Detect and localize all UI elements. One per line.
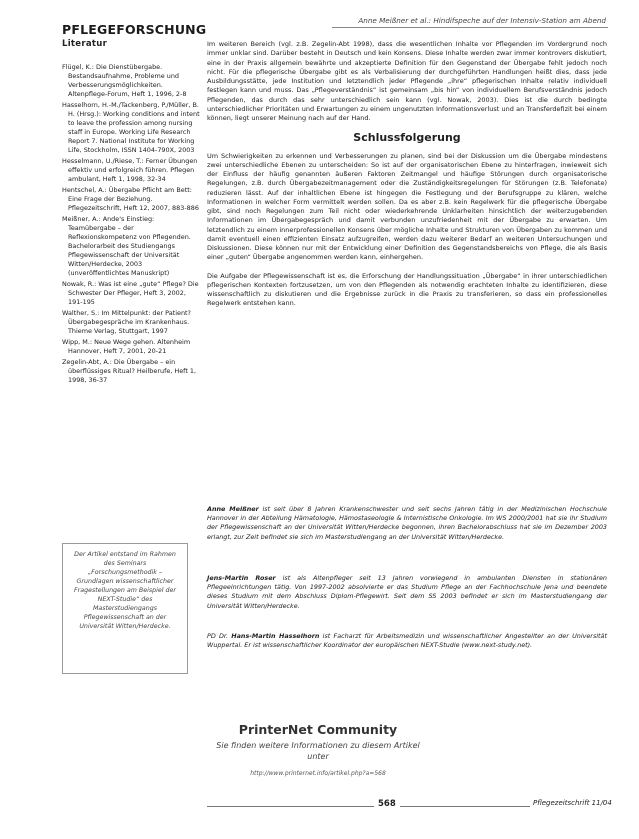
intro-paragraph: Im weiteren Bereich (vgl. z.B. Zegelin-Abt 1998), dass die wesentlichen Inhalte vor Pflegenden im Vordergrund noch immer unklar sind. Darüber besteht in Deutsch und kein Konsens. Diese Inhalte werden zwar immer kontrovers diskutiert, eine in der Praxis allgemein bewährte und akzeptierte Definition für den Gegenstand der Übergabe fehlt jedoch noch nicht. Für die pflegerische Übergabe gibt es als Verbalisierung der durchgeführten Handlungen heißt dies, dass jede Ausbildungsstätte, jede Institution und letztendlich jeder Pflegende „ihre“ pflegerischen Inhalte relativ individuell festlegen kann und muss. Das „Pflegeverständnis“ ist gemeinsam „bis hin“ von individuellem Berufsverständnis jedoch Pflegenden, das durch das sehr unterschiedlich sein kann (vgl. Nowak, 2003). Dies ist die durch bedingte unterschiedlicher Prioritäten und Erwartungen zu einem ungenutzten Informationsverlust und an Transferdefizit bei einem können, liegt unserer Meinung nach auf der Hand. [207,40,607,122]
page-number: 568 [374,799,400,809]
reference-item: Walther, S.: Im Mittelpunkt: der Patient? Übergabegespräche im Krankenhaus. Thieme Verlag, Stuttgart, 1997 [62,309,191,335]
author-name: Anne Meißner [207,505,259,513]
promo-link[interactable]: http://www.printernet.info/artikel.php?a=568 [250,770,386,777]
author-bio-text: ist als Altenpfleger seit 13 Jahren vorwiegend in ambulanten Diensten in stationären Pflegeeinrichtungen tätig. Von 1997-2002 absolvierte er das Studium Pflege an der Fachhochschule Jena und beendete dieses Studium mit dem Abschluss Diplom-Pflegewirt. Seit dem SS 2003 befindet er sich im Masterstudiengang der Universität Witten/Herdecke. [207,574,607,610]
author-name: Jens-Martin Roser [207,574,276,582]
author-bio [207,505,607,542]
author-name: Hans-Martin Hasselhorn [231,632,320,640]
section-heading: Schlussfolgerung [353,131,461,145]
author-bio-text: ist Facharzt für Arbeitsmedizin und wissenschaftlicher Angestellter an der Universität Wuppertal. Er ist wissenschaftlicher Koordinator der europäischen NEXT-Studie (www.next-study.net). [207,632,607,650]
running-title: Anne Meißner et al.: Hindifspeche auf der Intensiv-Station am Abend [358,16,606,25]
references-heading: Literatur [62,39,108,49]
reference-item: Wipp, M.: Neue Wege gehen. Altenheim Hannover, Heft 7, 2001, 20-21 [62,338,191,355]
promo-title: PrinterNet Community [238,722,398,737]
conclusion-paragraph: Um Schwierigkeiten zu erkennen und Verbesserungen zu planen, sind bei der Diskussion um die Übergabe mindestens zwei unterschiedliche Ebenen zu unterscheiden: So ist auf der organisatorischen Ebene zu hinterfragen, inwieweit sich der Einfluss der häufig genannten äußeren Faktoren Zeitmangel und häufige Störungen durch organisatorische Regelungen, z.B. durch Übergabezeitmanagement oder die Zuständigkeitsregelungen für Störungen (z.B. Telefonate) reduzieren lässt. Auf der inhaltlichen Ebene ist hingegen die Festlegung und der Berufsgruppe zu klären, welche Informationen in welcher Form vermittelt werden sollen. Da es aber z.B. kein Regelwerk für die pflegerische Übergabe gibt, sind noch Regelungen zum Teil nicht oder wiederkehrende Unklarheiten hinsichtlich der weiterzugebenden Informationen im Übergabegespräch und damit verbunden unzufriedenheit mit der Übergabe zu erwarten. Um letztendlich zu einem innerprofessionellen Konsens über mögliche Inhalte und Strukturen von Übergaben zu kommen und damit eventuell einen effizienten Einsatz aufzugreifen, werden dazu weiterer Bedarf an weiteren Untersuchungen und Diskussionen. Diese können nur mit der Entwicklung einer Definition des Gegenstandsbereichs von Pflege, die als Basis einer „guten“ Übergabe angenommen werden kann, einhergehen. [207,151,607,262]
author-bio-text: ist seit über 8 Jahren Krankenschwester und seit sechs Jahren tätig in der Medizinischen Hochschule Hannover in der Abteilung Hämatologie, Hämostaseologie & Internistische Onkologie. Im WS 2000/2001 hat sie ihr Studium der Pflegewissenschaft an der Universität Witten/Herdecke begonnen, ihren Bachelorabschluss hat sie im Dezember 2003 erlangt, zur Zeit befindet sie sich im Masterstudiengang an der Universität Witten/Herdecke. [207,505,607,541]
reference-item: Hesselmann, U./Riese, T.: Ferner Übungen effektiv und erfolgreich führen. Pflegen ambulant, Heft 1, 1998, 32-34 [62,157,198,183]
author-bio [207,632,607,650]
reference-item: Zegelin-Abt, A.: Die Übergabe – ein überflüssiges Ritual? Heilberufe, Heft 1, 1998, 36-37 [62,358,197,384]
footer-journal: Pflegezeitschrift 11/04 [530,799,615,807]
reference-item: Meißner, A.: Ande's Einstieg: Teamübergabe – der Reflexionskompetenz von Pflegenden. Bachelorarbeit des Studiengangs Pflegewissenschaft der Universität Witten/Herdecke, 2003 (unveröffentlichtes Manuskript) [62,215,191,277]
promo-subtitle: Sie finden weitere Informationen zu diesem Artikel unter [216,741,420,761]
reference-item: Hasselhorn, H.-M./Tackenberg, P./Müller, B. H. (Hrsg.): Working conditions and intent to leave the profession among nursing staff in Europe. Working Life Research Report 7. National Institute for Working Life, Stockholm, ISSN 1404-790X, 2003 [62,101,200,154]
printernet-promo [207,722,429,777]
reference-item: Nowak, R.: Was ist eine „gute“ Pflege? Die Schwester Der Pfleger, Heft 3, 2002, 191-195 [62,280,199,306]
journal-logo: PFLEGEFORSCHUNG [62,22,207,37]
author-title: PD Dr. [207,632,229,640]
references-sidebar [62,40,200,387]
conclusion-paragraph: Die Aufgabe der Pflegewissenschaft ist es, die Erforschung der Handlungssituation „Übergabe“ in ihrer unterschiedlichen pflegerischen Kontexten fortzusetzen, um von den Pflegenden als notwendig erachteten Inhalte zu identifizieren, diese wissenschaftlich zu diskutieren und die Ergebnisse zurück in die Praxis zu transferieren, so dass ein professionelles Regelwerk entstehen kann. [207,271,607,308]
article-body [207,40,607,318]
reference-item: Hentschel, A.: Übergabe Pflicht am Bett: Eine Frage der Beziehung. Pflegezeitschrift, Heft 12, 2007, 883-886 [62,186,199,212]
reference-item: Flügel, K.: Die Dienstübergabe. Bestandsaufnahme, Probleme und Verbesserungsmöglichkeiten. Altenpflege-Forum, Heft 1, 1996, 2-8 [62,63,187,98]
header-divider [332,27,608,28]
author-bio [207,574,607,611]
article-info-box: Der Artikel entstand im Rahmen des Seminars „Forschungsmethodik – Grundlagen wissenschaftlicher Fragestellungen am Beispiel der NEXT-Studie“ des Masterstudiengangs Pflegewissenschaft an der Universität Witten/Herdecke. [62,543,188,674]
